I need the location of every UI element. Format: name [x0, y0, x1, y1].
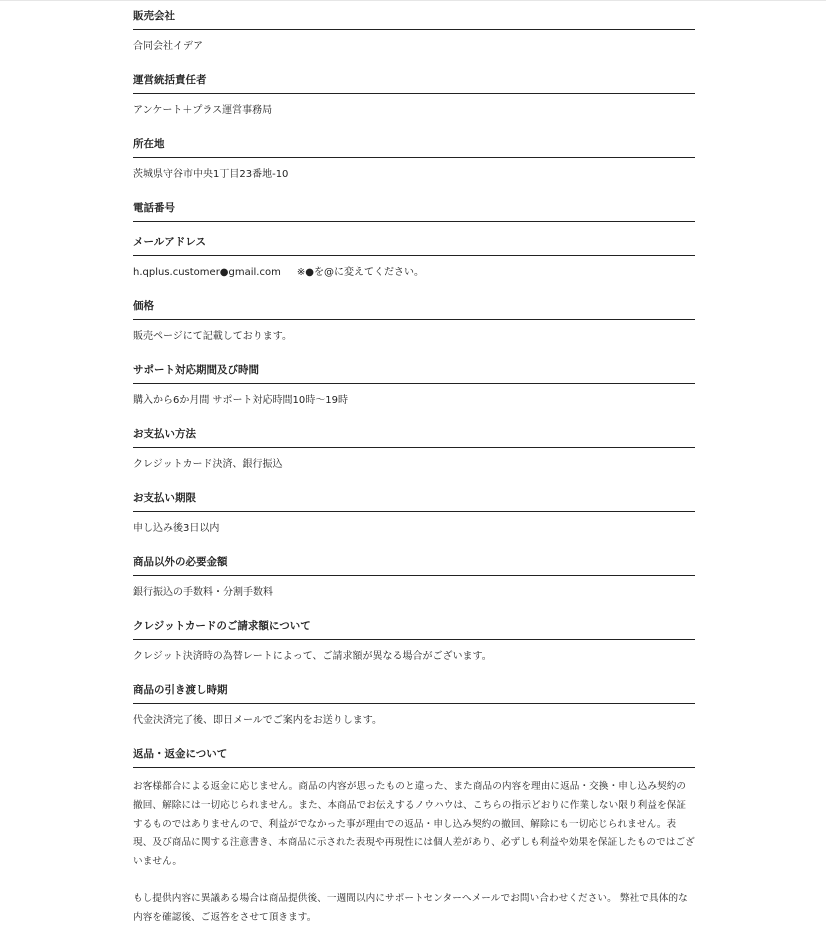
field-label: お支払い方法: [133, 418, 695, 448]
field-label: 所在地: [133, 128, 695, 158]
field-value: 申し込み後3日以内: [133, 523, 220, 534]
field-phone: [133, 192, 695, 226]
field-label: 電話番号: [133, 192, 695, 222]
field-label: メールアドレス: [133, 226, 695, 256]
field-value: 茨城県守谷市中央1丁目23番地-10: [133, 169, 289, 180]
field-value: クレジットカード決済、銀行振込: [133, 459, 283, 470]
field-value: 代金決済完了後、即日メールでご案内をお送りします。: [133, 715, 382, 726]
refund-paragraph: お客様都合による返金に応じません。商品の内容が思ったものと違った、また商品の内容を理由に返品・交換・申し込み契約の撤回、解除には一切応じられません。また、本商品でお伝えするノウハウは、こちらの指示どおりに作業しない限り利益を保証するものではありませんので、利益がでなかった事が理由での返品・申し込み契約の撤回、解除にも一切応じられません。表現、及び商品に関する注意書き、本商品に示された表現や再現性には個人差があり、必ずしも利益や効果を保証したものではございません。: [133, 781, 695, 868]
field-label: 運営統括責任者: [133, 64, 695, 94]
field-label: 販売会社: [133, 0, 695, 30]
field-credit-billing: [133, 610, 695, 674]
field-refund-policy: [133, 738, 695, 938]
email-note: ※●を@に変えてください。: [296, 267, 424, 278]
field-value: 購入から6か月間 サポート対応時間10時〜19時: [133, 395, 348, 406]
field-email: [133, 226, 695, 290]
field-support-hours: [133, 354, 695, 418]
field-value: 合同会社イデア: [133, 41, 203, 52]
field-label: お支払い期限: [133, 482, 695, 512]
field-value: アンケート＋プラス運営事務局: [133, 105, 273, 116]
field-label: 商品の引き渡し時期: [133, 674, 695, 704]
field-price: [133, 290, 695, 354]
field-label: 返品・返金について: [133, 738, 695, 768]
email-address: h.qplus.customer●gmail.com: [133, 267, 281, 278]
field-payment-deadline: [133, 482, 695, 546]
field-value: 銀行振込の手数料・分割手数料: [133, 587, 273, 598]
field-manager: [133, 64, 695, 128]
refund-paragraph: もし提供内容に異議ある場合は商品提供後、一週間以内にサポートセンターへメールでお問い合わせください。 弊社で具体的な内容を確認後、ご返答をさせて頂きます。: [133, 892, 688, 923]
field-payment-method: [133, 418, 695, 482]
field-value: [133, 768, 695, 938]
field-seller: [133, 0, 695, 64]
field-delivery-time: [133, 674, 695, 738]
field-value: 販売ページにて記載しております。: [133, 331, 292, 342]
field-label: 価格: [133, 290, 695, 320]
field-label: サポート対応期間及び時間: [133, 354, 695, 384]
legal-notice-table: [133, 0, 695, 938]
field-label: クレジットカードのご請求額について: [133, 610, 695, 640]
field-value: [133, 256, 695, 290]
field-address: [133, 128, 695, 192]
field-extra-fees: [133, 546, 695, 610]
field-value: クレジット決済時の為替レートによって、ご請求額が異なる場合がございます。: [133, 651, 492, 662]
field-label: 商品以外の必要金額: [133, 546, 695, 576]
